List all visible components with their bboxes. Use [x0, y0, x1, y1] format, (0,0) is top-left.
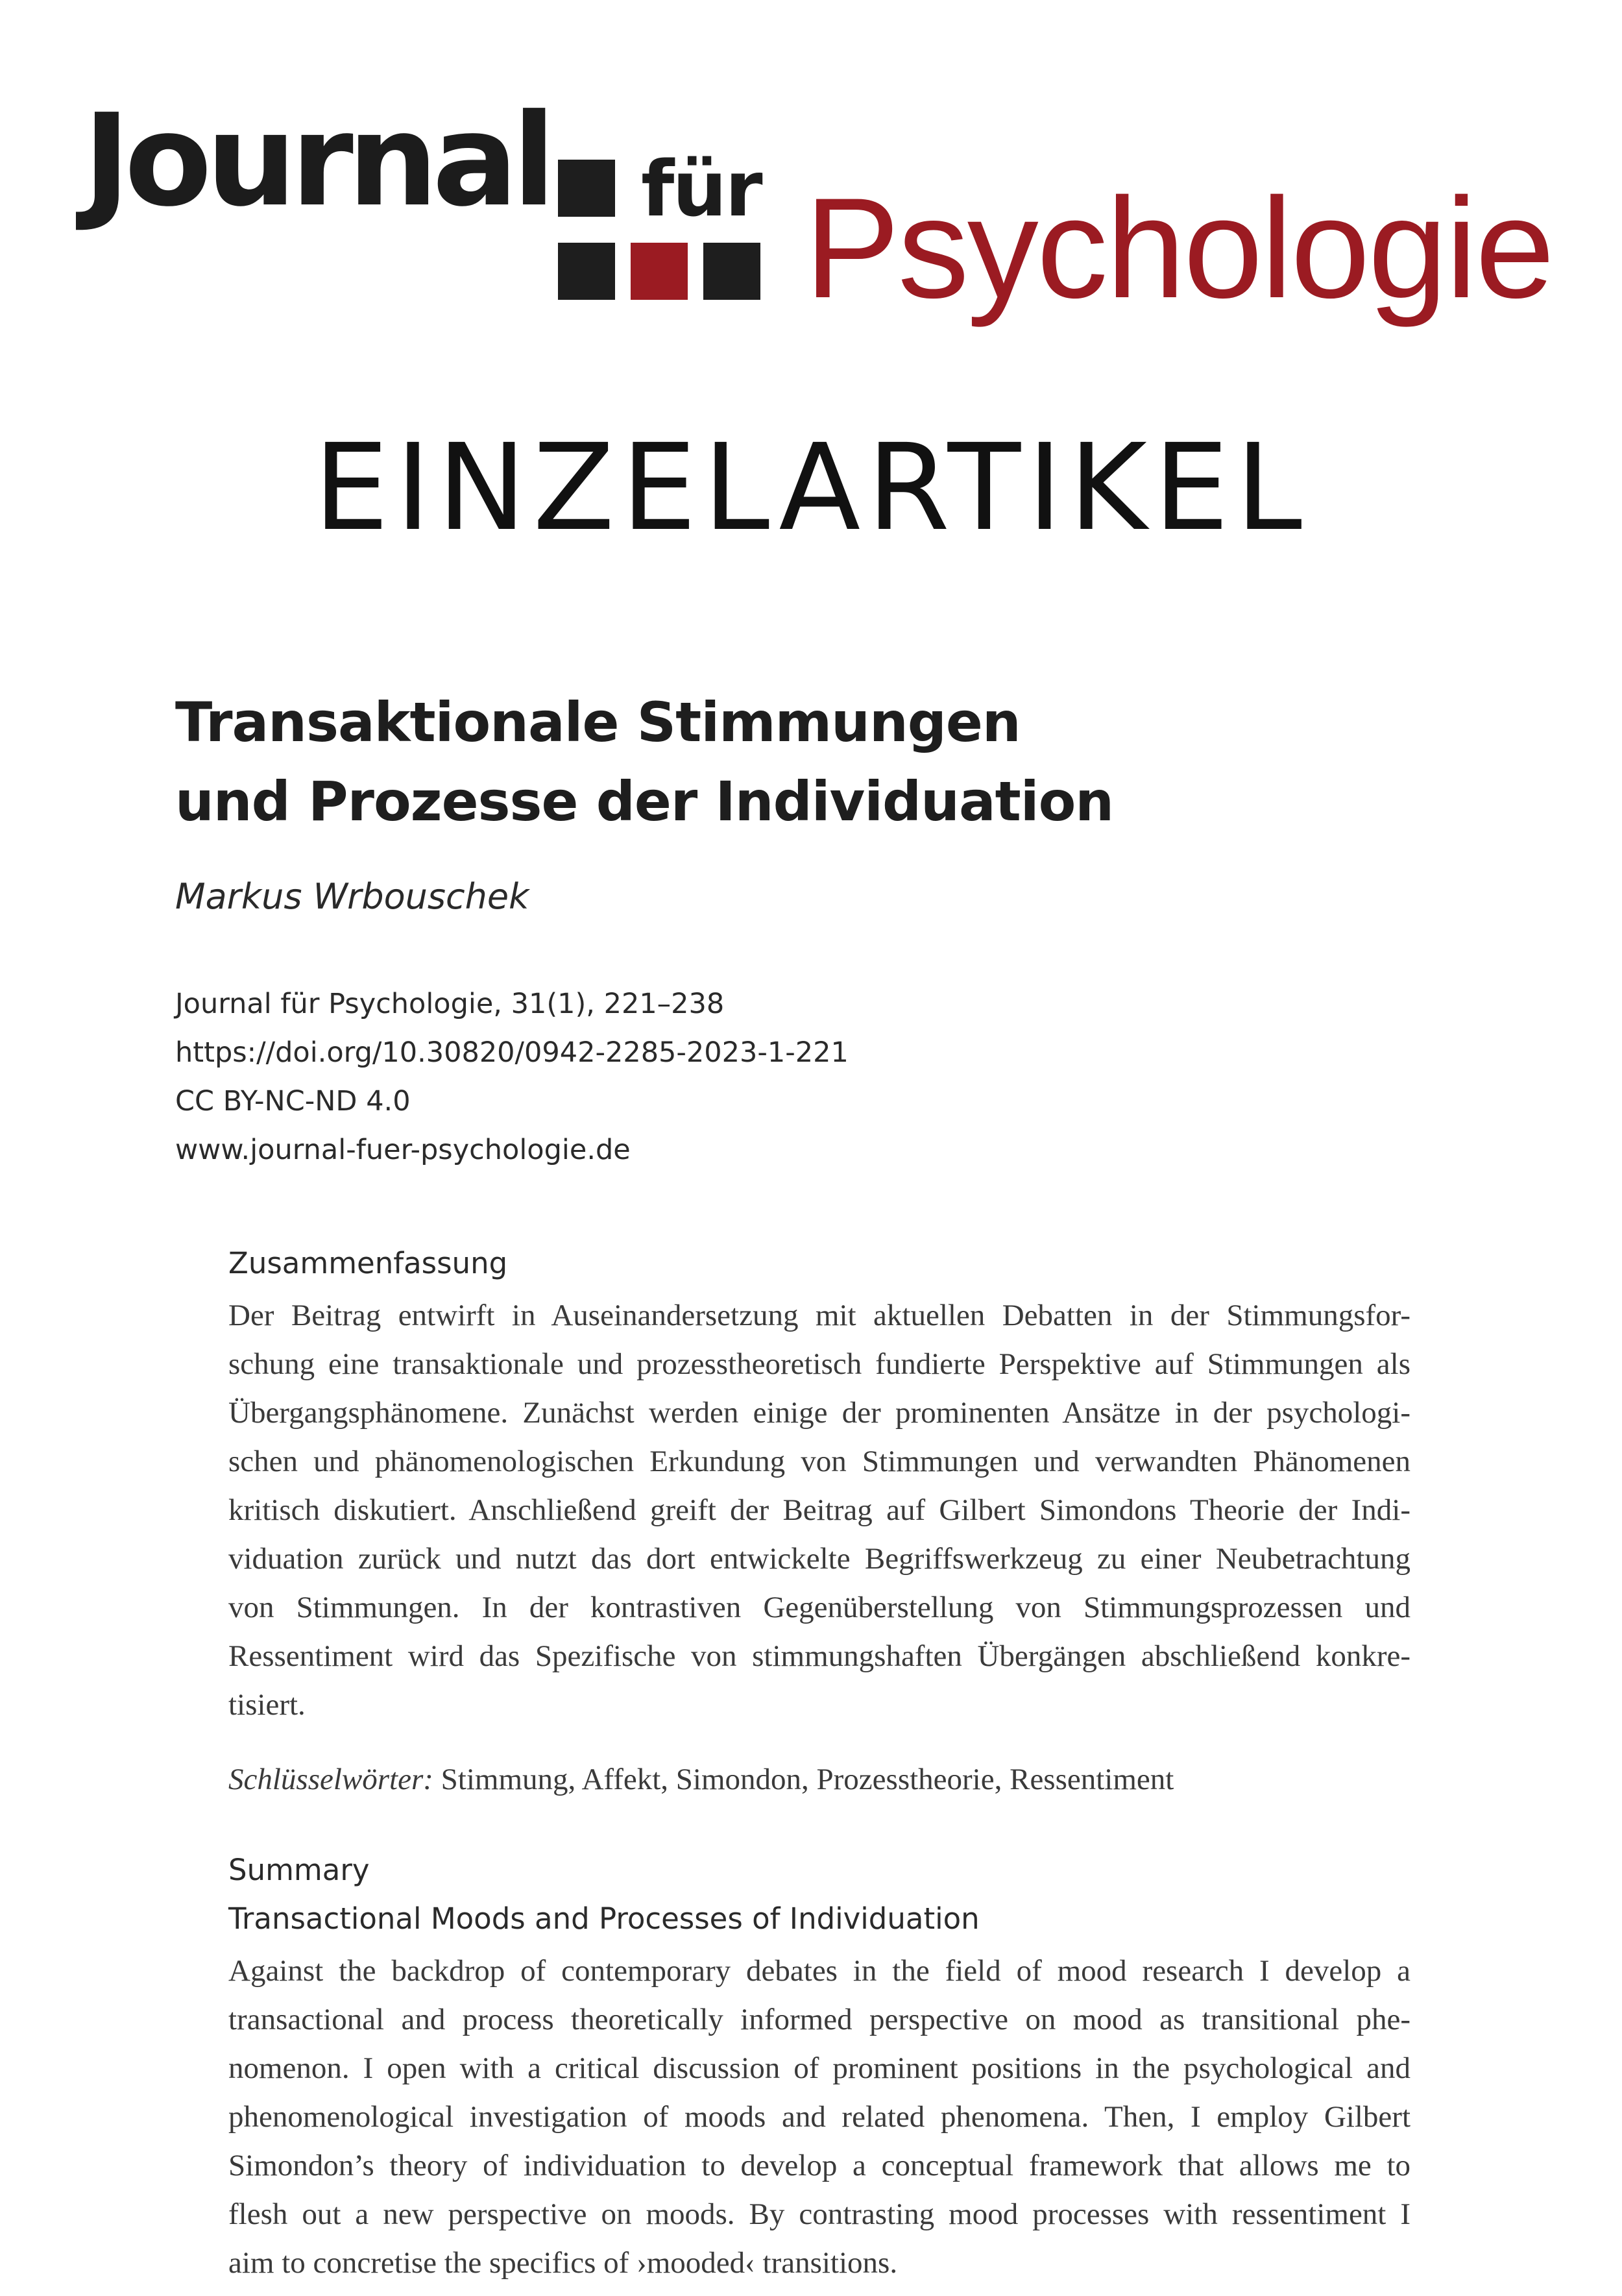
- article-title-line: Transaktionale Stimmungen: [175, 690, 1021, 754]
- abstract-line: schung eine transaktionale und prozesstheoretisch fundierte Perspektive auf Stimmungen als: [228, 1347, 1410, 1381]
- masthead-psychologie-word: Psychologie: [805, 168, 1553, 328]
- zusammenfassung-heading: Zusammenfassung: [228, 1246, 508, 1280]
- summary-subheading: Transactional Moods and Processes of Individuation: [228, 1901, 980, 1936]
- keywords-label: Schlüsselwörter:: [228, 1763, 433, 1796]
- summary-line: Against the backdrop of contemporary debates in the field of mood research I develop a: [228, 1954, 1410, 1988]
- abstract-line: Übergangsphänomene. Zunächst werden einige der prominenten Ansätze in der psychologi-: [228, 1396, 1410, 1430]
- keywords-list: Stimmung, Affekt, Simondon, Prozesstheorie, Ressentiment: [433, 1763, 1174, 1796]
- abstract-line: Ressentiment wird das Spezifische von stimmungshaften Übergängen abschließend konkre-: [228, 1639, 1410, 1673]
- summary-line: flesh out a new perspective on moods. By contrasting mood processes with ressentiment I: [228, 2197, 1410, 2231]
- logo-square-bottom-right: [703, 243, 760, 300]
- license-line: CC BY-NC-ND 4.0: [175, 1085, 411, 1117]
- summary-line: nomenon. I open with a critical discussion of prominent positions in the psychological and: [228, 2051, 1410, 2085]
- article-author: Markus Wrbouschek: [175, 876, 529, 917]
- summary-line: phenomenological investigation of moods and related phenomena. Then, I employ Gilbert: [228, 2100, 1410, 2134]
- keywords-line: [228, 1760, 1174, 1800]
- article-title: [175, 683, 1408, 841]
- article-meta: [175, 980, 849, 1175]
- journal-masthead: [0, 0, 1622, 350]
- article-title-line: und Prozesse der Individuation: [175, 770, 1114, 833]
- logo-square-bottom-left: [558, 243, 615, 300]
- summary-line: transactional and process theoretically informed perspective on mood as transitional phe-: [228, 2003, 1410, 2036]
- summary-body: [228, 1947, 1410, 2288]
- abstract-line: tisiert.: [228, 1688, 306, 1722]
- article-type-badge: EINZELARTIKEL: [313, 419, 1309, 557]
- masthead-fuer-word: für: [641, 144, 761, 234]
- logo-square-bottom-red: [631, 243, 688, 300]
- zusammenfassung-body: [228, 1291, 1410, 1729]
- masthead-journal-word: Journal: [83, 87, 550, 235]
- logo-square-top: [558, 160, 615, 217]
- summary-line: Simondon’s theory of individuation to develop a conceptual framework that allows me to: [228, 2149, 1410, 2182]
- abstract-line: viduation zurück und nutzt das dort entwickelte Begriffswerkzeug zu einer Neubetrachtung: [228, 1542, 1410, 1576]
- website-link[interactable]: www.journal-fuer-psychologie.de: [175, 1134, 631, 1166]
- summary-line: aim to concretise the specifics of ›mooded‹ transitions.: [228, 2246, 898, 2280]
- abstract-line: von Stimmungen. In der kontrastiven Gegenüberstellung von Stimmungsprozessen und: [228, 1591, 1410, 1624]
- summary-heading: Summary: [228, 1853, 370, 1887]
- doi-link[interactable]: https://doi.org/10.30820/0942-2285-2023-1-221: [175, 1036, 849, 1069]
- abstract-line: schen und phänomenologischen Erkundung von Stimmungen und verwandten Phänomenen: [228, 1445, 1410, 1478]
- citation-line: Journal für Psychologie, 31(1), 221–238: [175, 988, 725, 1020]
- abstract-line: kritisch diskutiert. Anschließend greift der Beitrag auf Gilbert Simondons Theorie der Indi-: [228, 1493, 1410, 1527]
- abstract-line: Der Beitrag entwirft in Auseinandersetzung mit aktuellen Debatten in der Stimmungsfor-: [228, 1299, 1410, 1332]
